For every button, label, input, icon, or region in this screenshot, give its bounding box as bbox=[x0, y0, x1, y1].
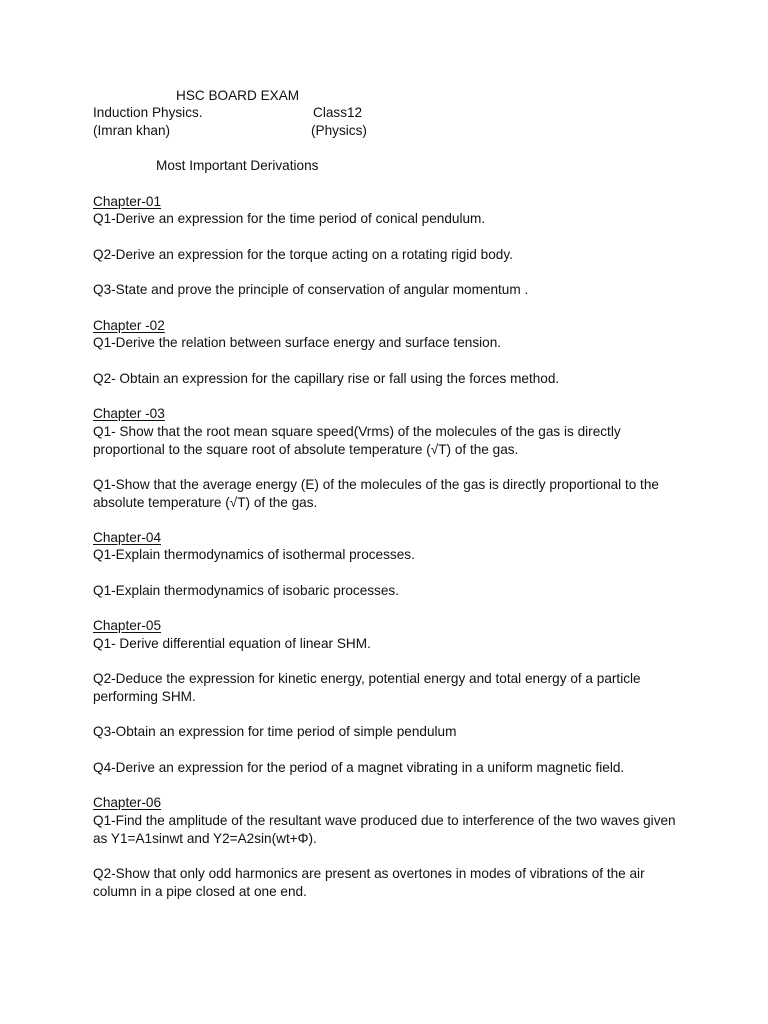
subject-label: (Physics) bbox=[311, 123, 367, 138]
chapter-heading: Chapter-01 bbox=[93, 194, 162, 209]
question-item: Q1-Derive an expression for the time period of conical pendulum. bbox=[93, 211, 486, 226]
chapter-heading: Chapter-04 bbox=[93, 530, 162, 545]
question-item: Q1-Show that the average energy (E) of the molecules of the gas is directly proportional to the absolute temperature (√T) of the gas. bbox=[93, 477, 659, 510]
class-label: Class12 bbox=[313, 105, 363, 120]
question-item: Q2-Deduce the expression for kinetic energy, potential energy and total energy of a particle performing SHM. bbox=[93, 671, 641, 704]
institute-name: Induction Physics. bbox=[93, 105, 203, 120]
question-item: Q1-Derive the relation between surface energy and surface tension. bbox=[93, 335, 502, 350]
question-item: Q4-Derive an expression for the period of a magnet vibrating in a uniform magnetic field. bbox=[93, 760, 625, 775]
chapter-heading: Chapter-06 bbox=[93, 795, 162, 810]
question-item: Q1-Explain thermodynamics of isothermal processes. bbox=[93, 547, 415, 562]
question-item: Q2-Derive an expression for the torque acting on a rotating rigid body. bbox=[93, 247, 513, 262]
author-name: (Imran khan) bbox=[93, 123, 171, 138]
chapter-heading: Chapter-05 bbox=[93, 618, 162, 633]
chapter-heading: Chapter -02 bbox=[93, 318, 165, 333]
question-item: Q1- Derive differential equation of linear SHM. bbox=[93, 636, 371, 651]
section-title: Most Important Derivations bbox=[156, 158, 319, 173]
exam-title: HSC BOARD EXAM bbox=[176, 88, 300, 103]
question-item: Q1-Explain thermodynamics of isobaric processes. bbox=[93, 583, 399, 598]
question-item: Q1- Show that the root mean square speed(Vrms) of the molecules of the gas is directly proportional to the square root of absolute temperature (√T) of the gas. bbox=[93, 424, 621, 457]
question-item: Q2- Obtain an expression for the capillary rise or fall using the forces method. bbox=[93, 371, 560, 386]
question-item: Q3-Obtain an expression for time period of simple pendulum bbox=[93, 724, 457, 739]
question-item: Q1-Find the amplitude of the resultant wave produced due to interference of the two waves given as Y1=A1sinwt and Y2=A2sin(wt+Φ). bbox=[93, 813, 676, 846]
question-item: Q3-State and prove the principle of conservation of angular momentum . bbox=[93, 282, 529, 297]
question-item: Q2-Show that only odd harmonics are present as overtones in modes of vibrations of the air column in a pipe closed at one end. bbox=[93, 866, 645, 899]
chapter-heading: Chapter -03 bbox=[93, 406, 165, 421]
